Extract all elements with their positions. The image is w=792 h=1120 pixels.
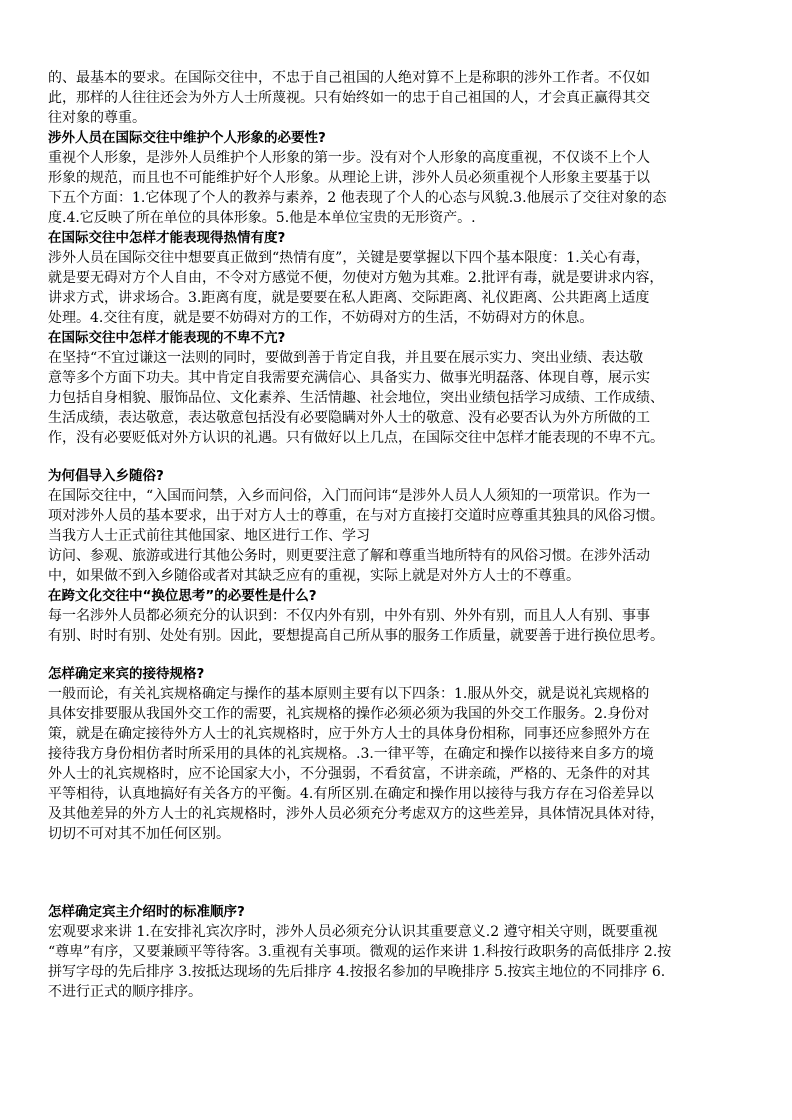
intro-text bbox=[48, 68, 748, 128]
body-line: 在国际交往中，“入国而问禁，入乡而问俗，入门而问讳“是涉外人员人人须知的一项常识。作为一 bbox=[48, 488, 651, 504]
body-line: 切切不可对其不加任何区别。 bbox=[48, 826, 230, 842]
body-line: 具体安排要服从我国外交工作的需要，礼宾规格的操作必须必须为我国的外交工作服务。2.身份对 bbox=[48, 706, 650, 722]
body-line: 在坚持“不宜过谦这一法则的同时，要做到善于肯定自我，并且要在展示实力、突出业绩、表达敬 bbox=[48, 350, 644, 366]
body-line: 项对涉外人员的基本要求，出于对方人士的尊重，在与对方直接打交道时应尊重其独具的风俗习惯。 bbox=[48, 508, 664, 524]
section-body bbox=[48, 606, 748, 646]
section-body bbox=[48, 684, 748, 844]
section-body bbox=[48, 148, 748, 228]
section-reception-standard bbox=[48, 664, 748, 844]
body-line: 外人士的礼宾规格时，应不论国家大小，不分强弱，不看贫富，不讲亲疏，严格的、无条件的对其 bbox=[48, 766, 650, 782]
intro-line: 的、最基本的要求。在国际交往中，不忠于自己祖国的人绝对算不上是称职的涉外工作者。不仅如 bbox=[48, 70, 650, 86]
section-body bbox=[48, 248, 748, 328]
section-heading: 怎样确定宾主介绍时的标准顺序? bbox=[48, 904, 245, 920]
section-introduction-order bbox=[48, 902, 748, 1002]
body-line: 度.4.它反映了所在单位的具体形象。5.他是本单位宝贵的无形资产。. bbox=[48, 210, 476, 226]
document-page bbox=[48, 68, 748, 1002]
intro-paragraph bbox=[48, 68, 748, 128]
body-line: 不进行正式的顺序排序。 bbox=[48, 984, 202, 1000]
body-line: 访问、参观、旅游或进行其他公务时，则更要注意了解和尊重当地所特有的风俗习惯。在涉外活动 bbox=[48, 548, 650, 564]
section-heading: 在跨文化交往中“换位思考”的必要性是什么? bbox=[48, 588, 317, 604]
section-heading: 在国际交往中怎样才能表现的不卑不亢? bbox=[48, 330, 286, 346]
body-line: 作，没有必要贬低对外方认识的礼遇。只有做好以上几点，在国际交往中怎样才能表现的不卑不亢。 bbox=[48, 430, 664, 446]
section-personal-image bbox=[48, 128, 748, 228]
body-line: 力包括自身相貌、服饰品位、文化素养、生活情趣、社会地位，突出业绩包括学习成绩、工作成绩、 bbox=[48, 390, 664, 406]
body-line: 形象的规范，而且也不可能维护好个人形象。从理论上讲，涉外人员必须重视个人形象主要基于以 bbox=[48, 170, 650, 186]
intro-line: 往对象的尊重。 bbox=[48, 110, 146, 126]
section-spacer bbox=[48, 448, 748, 466]
section-heading: 怎样确定来宾的接待规格? bbox=[48, 666, 205, 682]
section-warmth-degree bbox=[48, 228, 748, 328]
body-line: 拼写字母的先后排序 3.按抵达现场的先后排序 4.按报名参加的早晚排序 5.按宾主地位的不同排序 6. bbox=[48, 964, 666, 980]
body-line: 讲求方式，讲求场合。3.距离有度，就是要要在私人距离、交际距离、礼仪距离、公共距离上适度 bbox=[48, 290, 650, 306]
body-line: 有别、时时有别、处处有别。因此，要想提高自己所从事的服务工作质量，就要善于进行换位思考。 bbox=[48, 628, 664, 644]
section-spacer bbox=[48, 646, 748, 664]
section-body bbox=[48, 486, 748, 586]
body-line: 意等多个方面下功夫。其中肯定自我需要充满信心、具备实力、做事光明磊落、体现自尊，展示实 bbox=[48, 370, 650, 386]
intro-line: 此，那样的人往往还会为外方人士所蔑视。只有始终如一的忠于自己祖国的人，才会真正赢得其交 bbox=[48, 90, 650, 106]
body-line: 重视个人形象，是涉外人员维护个人形象的第一步。没有对个人形象的高度重视，不仅谈不上个人 bbox=[48, 150, 650, 166]
body-line: 下五个方面：1.它体现了个人的教养与素养，2 他表现了个人的心态与风貌.3.他展示了交往对象的态 bbox=[48, 190, 667, 206]
section-body bbox=[48, 922, 748, 1002]
section-heading: 涉外人员在国际交往中维护个人形象的必要性? bbox=[48, 130, 326, 146]
body-line: 处理。4.交往有度，就是要不妨碍对方的工作，不妨碍对方的生活，不妨碍对方的休息。 bbox=[48, 310, 594, 326]
body-line: 当我方人士正式前往其他国家、地区进行工作、学习 bbox=[48, 528, 370, 544]
section-heading: 为何倡导入乡随俗? bbox=[48, 468, 164, 484]
body-line: 每一名涉外人员都必须充分的认识到：不仅内外有别，中外有别、外外有别，而且人人有别、事事 bbox=[48, 608, 650, 624]
body-line: 平等相待，认真地搞好有关各方的平衡。4.有所区别.在确定和操作用以接待与我方存在习俗差异以 bbox=[48, 786, 654, 802]
body-line: 一般而论，有关礼宾规格确定与操作的基本原则主要有以下四条：1.服从外交，就是说礼宾规格的 bbox=[48, 686, 650, 702]
body-line: “尊卑”有序，又要兼顾平等待客。3.重视有关事项。微观的运作来讲 1.科按行政职务的高低排序 2.按 bbox=[48, 944, 672, 960]
section-dignity bbox=[48, 328, 748, 448]
section-heading: 在国际交往中怎样才能表现得热情有度? bbox=[48, 230, 286, 246]
section-perspective-taking bbox=[48, 586, 748, 646]
section-body bbox=[48, 348, 748, 448]
body-line: 涉外人员在国际交往中想要真正做到“热情有度”，关键是要掌握以下四个基本限度：1.关心有毒， bbox=[48, 250, 650, 266]
body-line: 中，如果做不到入乡随俗或者对其缺乏应有的重视，实际上就是对外方人士的不尊重。 bbox=[48, 568, 580, 584]
body-line: 及其他差异的外方人士的礼宾规格时，涉外人员必须充分考虑双方的这些差异，具体情况具体对待， bbox=[48, 806, 664, 822]
body-line: 策，就是在确定接待外方人士的礼宾规格时，应于外方人士的具体身份相称，同事还应参照外方在 bbox=[48, 726, 650, 742]
body-line: 接待我方身份相仿者时所采用的具体的礼宾规格。.3.一律平等，在确定和操作以接待来自多方的境 bbox=[48, 746, 654, 762]
section-spacer bbox=[48, 844, 748, 902]
body-line: 生活成绩，表达敬意，表达敬意包括没有必要隐瞒对外人士的敬意、没有必要否认为外方所做的工 bbox=[48, 410, 650, 426]
body-line: 宏观要求来讲 1.在安排礼宾次序时，涉外人员必须充分认识其重要意义.2 遵守相关守则，既要重视 bbox=[48, 924, 658, 940]
section-local-customs bbox=[48, 466, 748, 586]
body-line: 就是要无碍对方个人自由，不令对方感觉不便，勿使对方勉为其难。2.批评有毒，就是要讲求内容， bbox=[48, 270, 664, 286]
